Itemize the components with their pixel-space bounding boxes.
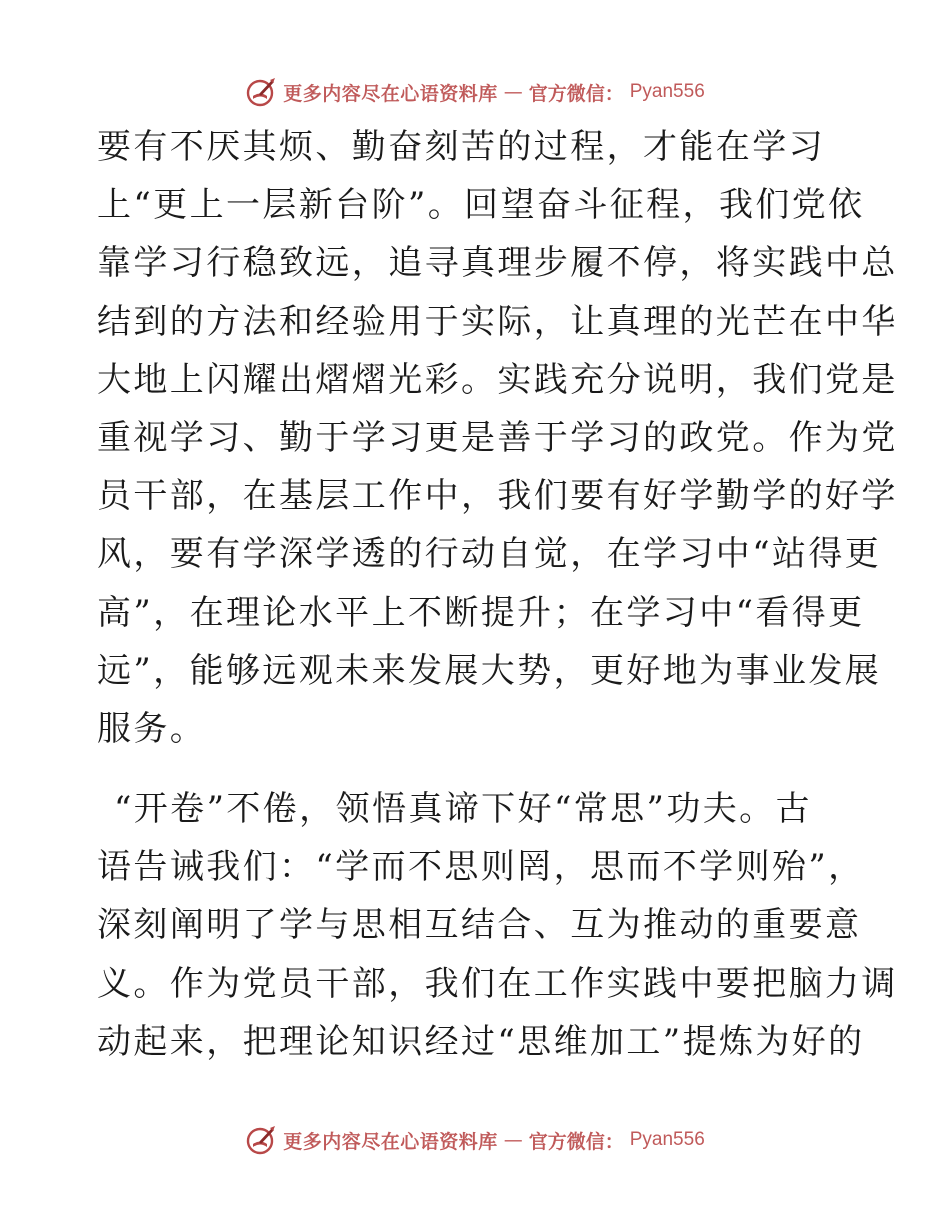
text-line: 远”，能够远观未来发展大势，更好地为事业发展 xyxy=(97,650,882,691)
text-line: 风，要有学深学透的行动自觉，在学习中“站得更 xyxy=(97,534,882,575)
text-line: 要有不厌其烦、勤奋刻苦的过程，才能在学习 xyxy=(97,127,825,167)
text-line: “开卷”不倦，领悟真谛下好“常思”功夫。古 xyxy=(114,789,812,830)
text-line: 语告诫我们：“学而不思则罔，思而不学则殆”， xyxy=(97,847,865,888)
book-quill-icon xyxy=(245,76,277,108)
text-line: 服务。 xyxy=(97,708,207,749)
header-banner xyxy=(0,72,950,112)
text-line: 高”，在理论水平上不断提升；在学习中“看得更 xyxy=(97,592,865,633)
text-line: 重视学习、勤于学习更是善于学习的政党。作为党 xyxy=(97,417,898,458)
text-line: 动起来，把理论知识经过“思维加工”提炼为好的 xyxy=(97,1021,865,1062)
site-name: 更多内容尽在心语资料库 xyxy=(283,1130,498,1153)
text-line: 员干部，在基层工作中，我们要有好学勤学的好学 xyxy=(97,476,898,517)
site-name: 更多内容尽在心语资料库 xyxy=(283,82,498,105)
wechat-label: 官方微信： xyxy=(528,1130,624,1153)
text-line: 结到的方法和经验用于实际，让真理的光芒在中华 xyxy=(97,301,898,342)
book-quill-icon xyxy=(245,1124,277,1156)
paragraph-2 xyxy=(97,780,898,1071)
text-line: 靠学习行稳致远，追寻真理步履不停，将实践中总 xyxy=(97,243,898,284)
text-line: 大地上闪耀出熠熠光彩。实践充分说明，我们党是 xyxy=(97,359,898,400)
text-line: 深刻阐明了学与思相互结合、互为推动的重要意 xyxy=(97,905,862,946)
wechat-label: 官方微信： xyxy=(528,82,624,105)
footer-banner xyxy=(0,1120,950,1160)
text-line: 上“更上一层新台阶”。回望奋斗征程，我们党依 xyxy=(97,185,865,226)
document-body xyxy=(97,118,898,1071)
separator-dash: — xyxy=(503,1129,523,1151)
text-line: 义。作为党员干部，我们在工作实践中要把脑力调 xyxy=(97,963,898,1004)
wechat-id: Pyan556 xyxy=(629,1129,705,1150)
paragraph-1 xyxy=(97,118,898,758)
separator-dash: — xyxy=(503,81,523,103)
wechat-id: Pyan556 xyxy=(629,81,705,102)
